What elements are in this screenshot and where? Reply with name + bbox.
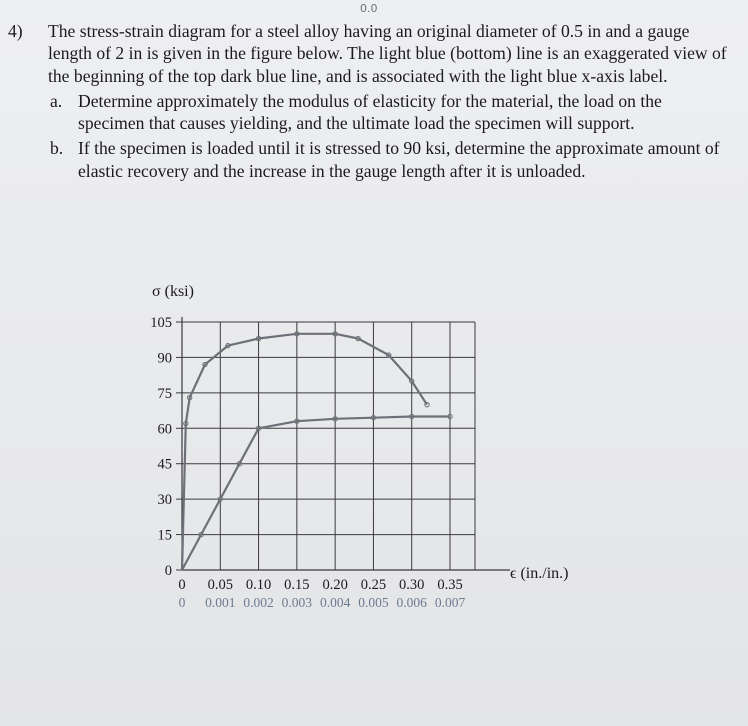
x-tick-label-bottom: 0.003	[281, 595, 313, 610]
part-b-text: If the specimen is loaded until it is stressed to 90 ksi, determine the approximate amount of elastic recovery and the increase in the gauge length after it is unloaded.	[78, 138, 720, 181]
y-tick-label: 105	[150, 315, 172, 331]
x-tick-label-bottom: 0.002	[243, 595, 274, 610]
y-axis-label: σ (ksi)	[152, 283, 194, 300]
part-a-letter: a.	[50, 90, 63, 111]
part-b-letter: b.	[50, 138, 64, 159]
chart-labels	[150, 283, 568, 610]
chart-grid	[176, 317, 510, 570]
y-tick-label: 90	[157, 350, 172, 367]
x-axis-label: ϵ (in./in.)	[510, 565, 569, 582]
x-tick-label-bottom: 0.006	[396, 595, 427, 610]
handwritten-scribble: 0.0	[360, 2, 378, 15]
y-tick-label: 0	[164, 563, 172, 579]
part-a-text: Determine approximately the modulus of elasticity for the material, the load on the specimen that causes yielding, and the ultimate load the specimen will support.	[78, 90, 662, 134]
problem-number: 4)	[8, 21, 23, 41]
x-tick-label-bottom: 0.005	[358, 595, 389, 610]
x-tick-label-bottom: 0.001	[205, 595, 236, 610]
x-tick-label-top: 0.15	[284, 577, 310, 593]
x-tick-label-top: 0.05	[207, 577, 233, 593]
y-tick-label: 15	[157, 527, 172, 544]
y-tick-label: 60	[157, 421, 172, 438]
x-tick-label-bottom: 0.007	[434, 595, 466, 610]
series-line-1	[182, 417, 450, 571]
x-tick-label-top: 0.10	[245, 577, 272, 593]
x-tick-label-bottom: 0.004	[319, 595, 351, 610]
x-tick-label-top: 0.35	[437, 577, 463, 593]
x-tick-label-top: 0.30	[399, 577, 425, 593]
y-tick-label: 75	[157, 385, 172, 402]
y-tick-label: 30	[157, 492, 172, 509]
x-tick-label-top: 0	[178, 577, 186, 593]
x-tick-label-top: 0.25	[360, 577, 387, 593]
x-tick-label-bottom: 0	[178, 595, 186, 610]
problem-stem: The stress-strain diagram for a steel alloy having an original diameter of 0.5 in and a gauge length of 2 in is given in the figure below. The light blue (bottom) line is an exaggerated view of the beginning of the top dark blue line, and is associated with the light blue x-axis label.	[48, 21, 727, 86]
x-tick-label-top: 0.20	[322, 577, 348, 593]
y-tick-label: 45	[157, 456, 172, 473]
